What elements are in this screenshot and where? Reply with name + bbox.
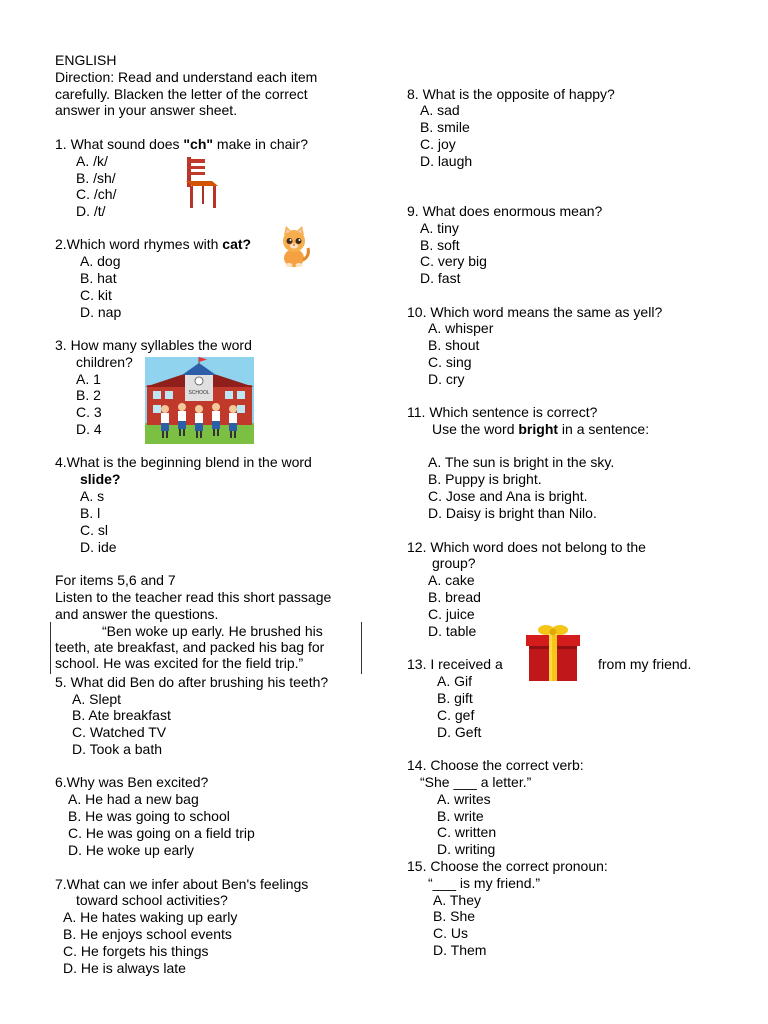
- choice: A. 1: [76, 371, 101, 387]
- choice: B. soft: [420, 237, 460, 253]
- question-2-stem: 2.Which word rhymes with cat?: [55, 236, 252, 252]
- school-picture: [145, 357, 254, 444]
- question-9-stem: 9. What does enormous mean?: [407, 203, 603, 219]
- choice: B. She: [433, 908, 476, 924]
- choice: C. sl: [80, 522, 108, 538]
- choice: C. /ch/: [76, 186, 117, 202]
- choice: B. gift: [437, 690, 473, 706]
- choice: D. nap: [80, 304, 122, 320]
- question-13-stem: 13. I received a: [407, 656, 503, 672]
- choice: B. Puppy is bright.: [428, 471, 542, 487]
- choice: A. Slept: [72, 691, 122, 707]
- choice: B. shout: [428, 337, 480, 353]
- choice: D. laugh: [420, 153, 473, 169]
- choice: D. He is always late: [63, 960, 186, 976]
- direction-line: carefully. Blacken the letter of the correct: [55, 86, 308, 102]
- choice: D. writing: [437, 841, 496, 857]
- question-3-stem: children?: [76, 354, 133, 370]
- choice: B. smile: [420, 119, 470, 135]
- choice: A. The sun is bright in the sky.: [428, 454, 615, 470]
- choice: B. Ate breakfast: [72, 707, 171, 723]
- question-13-stem: from my friend.: [598, 656, 692, 672]
- choice: C. juice: [428, 606, 475, 622]
- choice: B. 2: [76, 387, 101, 403]
- choice: D. Them: [433, 942, 487, 958]
- choice: D. Daisy is bright than Nilo.: [428, 505, 597, 521]
- question-7-stem: 7.What can we infer about Ben's feelings: [55, 876, 309, 892]
- choice: A. /k/: [76, 153, 108, 169]
- choice: B. l: [80, 505, 101, 521]
- choice: D. fast: [420, 270, 461, 286]
- question-14-stem: 14. Choose the correct verb:: [407, 757, 584, 773]
- question-15-stem: 15. Choose the correct pronoun:: [407, 858, 608, 874]
- choice: A. Gif: [437, 673, 473, 689]
- subject-title: ENGLISH: [55, 52, 117, 68]
- question-10-stem: 10. Which word means the same as yell?: [407, 304, 663, 320]
- choice: A. whisper: [428, 320, 494, 336]
- choice: B. hat: [80, 270, 117, 286]
- choice: C. 3: [76, 404, 102, 420]
- choice: A. sad: [420, 102, 460, 118]
- question-11-stem: 11. Which sentence is correct?: [407, 404, 598, 420]
- choice: C. Us: [433, 925, 468, 941]
- passage-intro: For items 5,6 and 7: [55, 572, 176, 588]
- question-11-instruction: Use the word bright in a sentence:: [432, 421, 650, 437]
- passage-intro: and answer the questions.: [55, 606, 219, 622]
- choice: C. He forgets his things: [63, 943, 209, 959]
- choice: C. He was going on a field trip: [68, 825, 255, 841]
- question-15-sentence: “___ is my friend.”: [428, 875, 541, 891]
- choice: A. He had a new bag: [68, 791, 199, 807]
- question-5-stem: 5. What did Ben do after brushing his teeth?: [55, 674, 329, 690]
- choice: B. He was going to school: [68, 808, 230, 824]
- choice: A. dog: [80, 253, 121, 269]
- direction-line: Direction: Read and understand each item: [55, 69, 318, 85]
- question-6-stem: 6.Why was Ben excited?: [55, 774, 209, 790]
- choice: D. /t/: [76, 203, 106, 219]
- choice: C. kit: [80, 287, 112, 303]
- question-8-stem: 8. What is the opposite of happy?: [407, 86, 615, 102]
- passage-text: teeth, ate breakfast, and packed his bag for: [55, 639, 325, 655]
- choice: D. ide: [80, 539, 117, 555]
- choice: B. write: [437, 808, 484, 824]
- choice: D. table: [428, 623, 477, 639]
- question-4-stem: slide?: [80, 471, 121, 487]
- cat-icon: [276, 226, 312, 268]
- choice: B. He enjoys school events: [63, 926, 232, 942]
- question-1-stem: 1. What sound does "ch" make in chair?: [55, 136, 308, 152]
- chair-icon: [182, 156, 222, 210]
- choice: A. writes: [437, 791, 491, 807]
- choice: A. cake: [428, 572, 475, 588]
- choice: A. They: [433, 892, 481, 908]
- passage-intro: Listen to the teacher read this short passage: [55, 589, 332, 605]
- question-14-sentence: “She ___ a letter.”: [420, 774, 532, 790]
- school-sign-text: SCHOOL: [188, 390, 210, 396]
- choice: D. Geft: [437, 724, 482, 740]
- passage-border-left: [50, 622, 51, 674]
- choice: D. He woke up early: [68, 842, 195, 858]
- choice: C. gef: [437, 707, 475, 723]
- choice: C. sing: [428, 354, 472, 370]
- choice: C. very big: [420, 253, 487, 269]
- choice: B. bread: [428, 589, 481, 605]
- choice: D. 4: [76, 421, 102, 437]
- choice: C. Jose and Ana is bright.: [428, 488, 588, 504]
- passage-border-right: [361, 622, 362, 674]
- choice: A. tiny: [420, 220, 459, 236]
- choice: B. /sh/: [76, 170, 116, 186]
- choice: C. Watched TV: [72, 724, 167, 740]
- choice: A. s: [80, 488, 105, 504]
- gift-icon: [523, 622, 583, 682]
- choice: D. Took a bath: [72, 741, 163, 757]
- passage-text: school. He was excited for the field trip.”: [55, 655, 304, 671]
- direction-line: answer in your answer sheet.: [55, 102, 238, 118]
- choice: C. written: [437, 824, 497, 840]
- question-3-stem: 3. How many syllables the word: [55, 337, 252, 353]
- question-12-stem: group?: [432, 555, 476, 571]
- question-12-stem: 12. Which word does not belong to the: [407, 539, 646, 555]
- choice: D. cry: [428, 371, 465, 387]
- passage-text: “Ben woke up early. He brushed his: [102, 623, 323, 639]
- question-4-stem: 4.What is the beginning blend in the word: [55, 454, 312, 470]
- choice: A. He hates waking up early: [63, 909, 238, 925]
- question-7-stem: toward school activities?: [76, 892, 228, 908]
- choice: C. joy: [420, 136, 456, 152]
